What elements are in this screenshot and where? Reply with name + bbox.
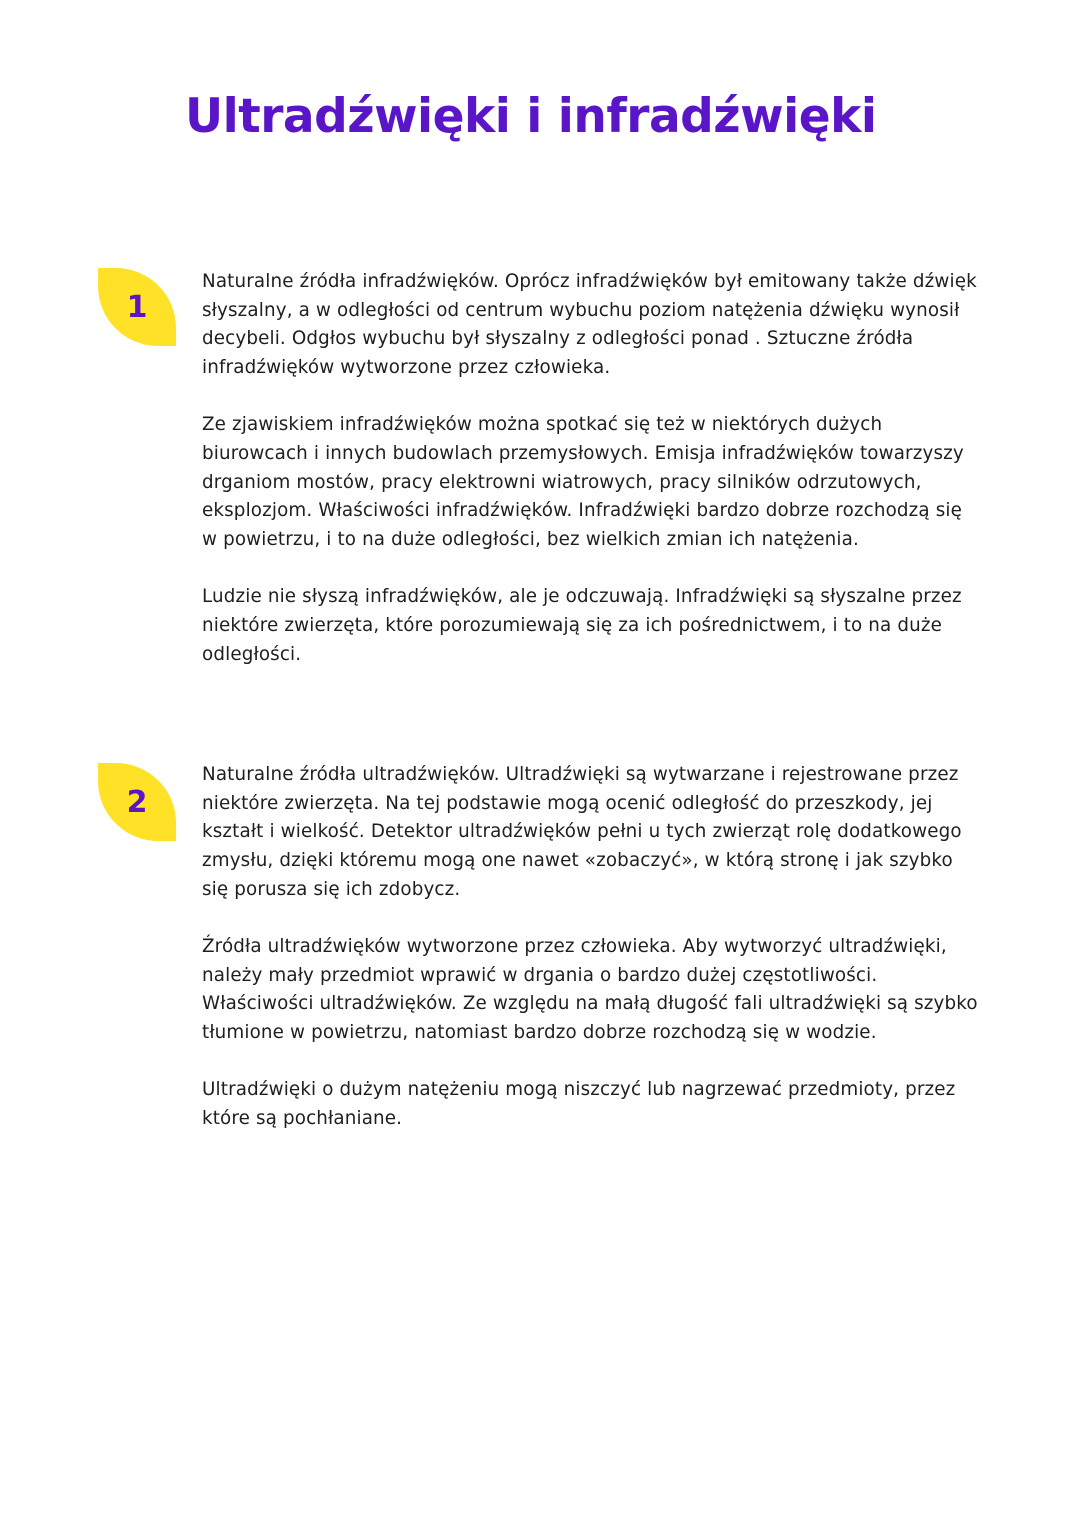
paragraph: Naturalne źródła ultradźwięków. Ultradźwięki są wytwarzane i rejestrowane przez niektóre zwierzęta. Na tej podstawie mogą ocenić odległość do przeszkody, jej kształt i wielkość. Detektor ultradźwięków pełni u tych zwierząt rolę dodatkowego zmysłu, dzięki któremu mogą one nawet «zobaczyć», w którą stronę i jak szybko się porusza się ich zdobycz. [202, 764, 962, 900]
section-text [202, 268, 982, 669]
section-text [202, 761, 982, 1134]
paragraph: Naturalne źródła infradźwięków. Oprócz infradźwięków był emitowany także dźwięk słyszalny, a w odległości od centrum wybuchu poziom natężenia dźwięku wynosił decybeli. Odgłos wybuchu był słyszalny z odległości ponad . Sztuczne źródła infradźwięków wytworzone przez człowieka. [202, 271, 977, 379]
paragraph: Ultradźwięki o dużym natężeniu mogą niszczyć lub nagrzewać przedmioty, przez które są pochłaniane. [202, 1079, 956, 1130]
paragraph: Źródła ultradźwięków wytworzone przez człowieka. Aby wytworzyć ultradźwięki, należy mały przedmiot wprawić w drgania o bardzo dużej częstotliwości. Właściwości ultradźwięków. Ze względu na małą długość fali ultradźwięki są szybko tłumione w powietrzu, natomiast bardzo dobrze rozchodzą się w wodzie. [202, 936, 978, 1044]
section-number-badge: 2 [98, 763, 176, 841]
section-number-badge: 1 [98, 268, 176, 346]
paragraph: Ludzie nie słyszą infradźwięków, ale je odczuwają. Infradźwięki są słyszalne przez niektóre zwierzęta, które porozumiewają się za ich pośrednictwem, i to na duże odległości. [202, 586, 962, 665]
paragraph: Ze zjawiskiem infradźwięków można spotkać się też w niektórych dużych biurowcach i innych budowlach przemysłowych. Emisja infradźwięków towarzyszy drganiom mostów, pracy elektrowni wiatrowych, pracy silników odrzutowych, eksplozjom. Właściwości infradźwięków. Infradźwięki bardzo dobrze rozchodzą się w powietrzu, i to na duże odległości, bez wielkich zmian ich natężenia. [202, 414, 964, 551]
page-title: Ultradźwięki i infradźwięki [185, 89, 877, 144]
